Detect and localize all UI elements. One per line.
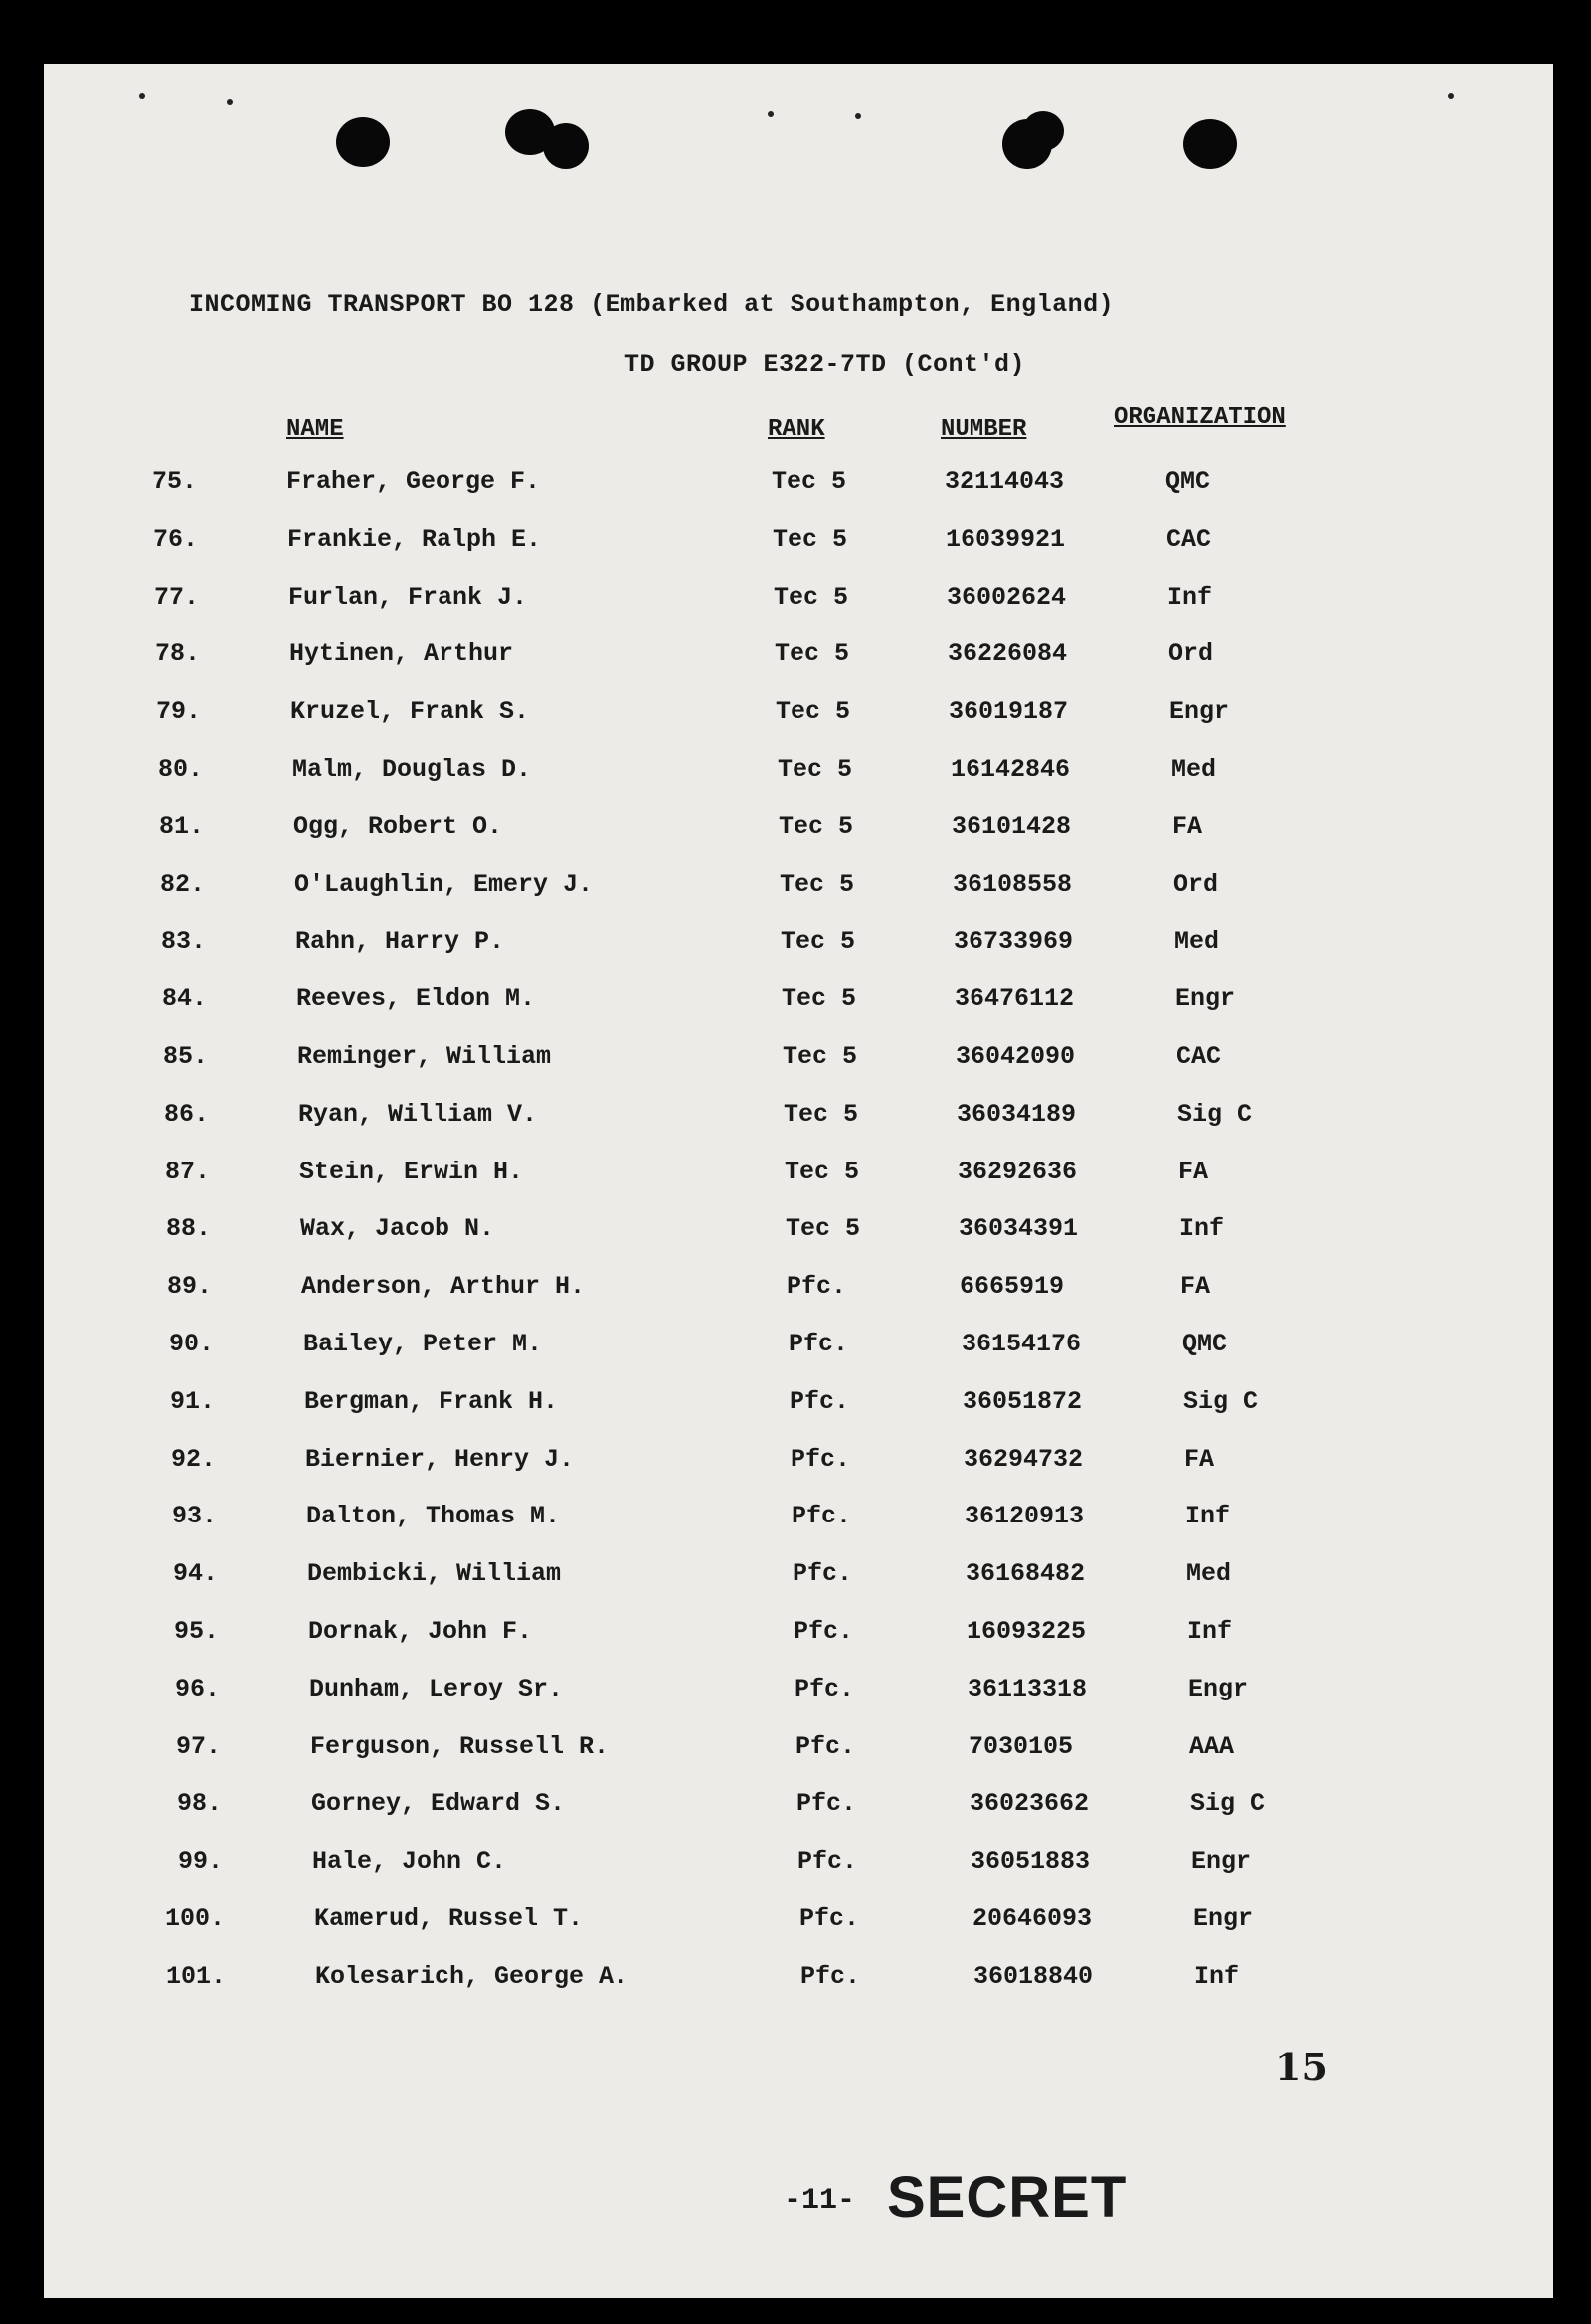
soldier-rank: Pfc. (792, 1502, 852, 1530)
serial-number: 36108558 (953, 870, 1073, 899)
speck (227, 99, 233, 105)
punch-hole (1022, 111, 1064, 151)
serial-number: 36292636 (958, 1158, 1078, 1186)
organization: Med (1186, 1559, 1232, 1588)
table-row (0, 1617, 1591, 1657)
table-row (0, 870, 1591, 910)
soldier-rank: Tec 5 (779, 812, 854, 841)
column-header-name: NAME (286, 416, 344, 443)
soldier-rank: Pfc. (796, 1732, 856, 1761)
soldier-rank: Pfc. (799, 1904, 860, 1933)
organization: Sig C (1183, 1387, 1259, 1416)
page-number: 15 (1275, 2045, 1327, 2089)
row-number: 95. (173, 1617, 219, 1646)
soldier-rank: Pfc. (796, 1789, 857, 1818)
serial-number: 36018840 (973, 1962, 1094, 1991)
soldier-name: Gorney, Edward S. (311, 1789, 566, 1818)
organization: FA (1178, 1158, 1209, 1186)
table-row (0, 1904, 1591, 1944)
table-row (0, 1559, 1591, 1599)
organization: Engr (1193, 1904, 1254, 1933)
soldier-name: Stein, Erwin H. (299, 1158, 524, 1186)
row-number: 87. (164, 1158, 210, 1186)
soldier-name: Dembicki, William (307, 1559, 562, 1588)
table-row (0, 812, 1591, 852)
row-number: 83. (160, 927, 206, 956)
table-row (0, 1100, 1591, 1140)
soldier-rank: Pfc. (800, 1962, 861, 1991)
organization: QMC (1165, 467, 1211, 496)
soldier-rank: Pfc. (794, 1617, 854, 1646)
serial-number: 36034391 (959, 1214, 1079, 1243)
row-number: 101. (165, 1962, 226, 1991)
table-row (0, 1272, 1591, 1312)
row-number: 94. (172, 1559, 218, 1588)
soldier-rank: Tec 5 (775, 639, 850, 668)
organization: Inf (1179, 1214, 1225, 1243)
organization: Ord (1168, 639, 1214, 668)
serial-number: 16142846 (951, 755, 1071, 784)
column-header-organization: ORGANIZATION (1114, 404, 1286, 431)
row-number: 79. (155, 697, 201, 726)
soldier-name: Ogg, Robert O. (293, 812, 503, 841)
serial-number: 16093225 (967, 1617, 1087, 1646)
organization: AAA (1189, 1732, 1235, 1761)
table-row (0, 927, 1591, 967)
organization: CAC (1166, 525, 1212, 554)
soldier-name: Reminger, William (297, 1042, 552, 1071)
group-heading: TD GROUP E322-7TD (Cont'd) (624, 350, 1026, 379)
footer-page-number: -11- (784, 2184, 856, 2218)
serial-number: 20646093 (972, 1904, 1093, 1933)
serial-number: 32114043 (945, 467, 1065, 496)
soldier-rank: Pfc. (789, 1330, 849, 1358)
soldier-rank: Tec 5 (785, 1158, 860, 1186)
serial-number: 36226084 (948, 639, 1068, 668)
table-row (0, 1732, 1591, 1772)
serial-number: 36154176 (962, 1330, 1082, 1358)
table-row (0, 639, 1591, 679)
table-row (0, 1962, 1591, 2002)
serial-number: 36019187 (949, 697, 1069, 726)
soldier-rank: Tec 5 (786, 1214, 861, 1243)
table-row (0, 525, 1591, 565)
soldier-rank: Tec 5 (773, 525, 848, 554)
punch-hole (543, 123, 589, 169)
row-number: 97. (175, 1732, 221, 1761)
soldier-name: Dalton, Thomas M. (306, 1502, 561, 1530)
row-number: 78. (154, 639, 200, 668)
soldier-rank: Pfc. (795, 1675, 855, 1703)
soldier-name: Hale, John C. (312, 1847, 507, 1876)
serial-number: 36023662 (970, 1789, 1090, 1818)
serial-number: 36476112 (955, 984, 1075, 1013)
soldier-rank: Tec 5 (772, 467, 847, 496)
soldier-name: Fraher, George F. (286, 467, 541, 496)
speck (768, 111, 774, 117)
row-number: 93. (171, 1502, 217, 1530)
table-row (0, 984, 1591, 1024)
organization: FA (1184, 1445, 1215, 1474)
organization: Sig C (1177, 1100, 1253, 1129)
serial-number: 36168482 (966, 1559, 1086, 1588)
serial-number: 6665919 (960, 1272, 1065, 1301)
table-row (0, 1158, 1591, 1197)
table-row (0, 1214, 1591, 1254)
soldier-name: Ferguson, Russell R. (310, 1732, 610, 1761)
soldier-rank: Tec 5 (783, 1042, 858, 1071)
soldier-name: Hytinen, Arthur (289, 639, 514, 668)
row-number: 96. (174, 1675, 220, 1703)
serial-number: 36051883 (971, 1847, 1091, 1876)
row-number: 75. (151, 467, 197, 496)
soldier-name: Kamerud, Russel T. (314, 1904, 584, 1933)
table-row (0, 1675, 1591, 1714)
column-header-rank: RANK (768, 416, 825, 443)
row-number: 90. (168, 1330, 214, 1358)
organization: Engr (1175, 984, 1236, 1013)
soldier-name: Kolesarich, George A. (315, 1962, 629, 1991)
soldier-name: Dunham, Leroy Sr. (309, 1675, 564, 1703)
row-number: 89. (166, 1272, 212, 1301)
serial-number: 36113318 (968, 1675, 1088, 1703)
classification-stamp: SECRET (887, 2165, 1128, 2230)
table-row (0, 467, 1591, 507)
serial-number: 36294732 (964, 1445, 1084, 1474)
soldier-name: Dornak, John F. (308, 1617, 533, 1646)
table-row (0, 1330, 1591, 1369)
row-number: 86. (163, 1100, 209, 1129)
table-row (0, 1789, 1591, 1829)
row-number: 81. (158, 812, 204, 841)
soldier-rank: Tec 5 (781, 927, 856, 956)
speck (139, 93, 145, 99)
soldier-rank: Tec 5 (774, 583, 849, 612)
soldier-name: Wax, Jacob N. (300, 1214, 495, 1243)
soldier-rank: Pfc. (793, 1559, 853, 1588)
serial-number: 36120913 (965, 1502, 1085, 1530)
serial-number: 36101428 (952, 812, 1072, 841)
soldier-rank: Tec 5 (784, 1100, 859, 1129)
organization: FA (1180, 1272, 1211, 1301)
speck (855, 113, 861, 119)
organization: Engr (1169, 697, 1230, 726)
serial-number: 16039921 (946, 525, 1066, 554)
soldier-rank: Tec 5 (780, 870, 855, 899)
row-number: 92. (170, 1445, 216, 1474)
organization: Inf (1185, 1502, 1231, 1530)
transport-heading: INCOMING TRANSPORT BO 128 (Embarked at Southampton, England) (189, 290, 1115, 319)
soldier-name: Furlan, Frank J. (288, 583, 528, 612)
soldier-rank: Tec 5 (778, 755, 853, 784)
row-number: 88. (165, 1214, 211, 1243)
soldier-name: O'Laughlin, Emery J. (294, 870, 594, 899)
table-row (0, 1847, 1591, 1886)
soldier-name: Bergman, Frank H. (304, 1387, 559, 1416)
row-number: 84. (161, 984, 207, 1013)
organization: Engr (1191, 1847, 1252, 1876)
organization: CAC (1176, 1042, 1222, 1071)
serial-number: 36733969 (954, 927, 1074, 956)
soldier-rank: Pfc. (791, 1445, 851, 1474)
punch-hole (336, 117, 390, 167)
soldier-name: Anderson, Arthur H. (301, 1272, 586, 1301)
serial-number: 36051872 (963, 1387, 1083, 1416)
table-row (0, 1387, 1591, 1427)
table-row (0, 1445, 1591, 1485)
organization: Inf (1194, 1962, 1240, 1991)
organization: Engr (1188, 1675, 1249, 1703)
soldier-rank: Pfc. (787, 1272, 847, 1301)
organization: Ord (1173, 870, 1219, 899)
punch-hole (1183, 119, 1237, 169)
row-number: 91. (169, 1387, 215, 1416)
serial-number: 36042090 (956, 1042, 1076, 1071)
organization: Inf (1167, 583, 1213, 612)
organization: Med (1174, 927, 1220, 956)
organization: Sig C (1190, 1789, 1266, 1818)
table-row (0, 583, 1591, 623)
table-row (0, 755, 1591, 795)
soldier-name: Kruzel, Frank S. (290, 697, 530, 726)
soldier-rank: Pfc. (797, 1847, 858, 1876)
organization: FA (1172, 812, 1203, 841)
row-number: 98. (176, 1789, 222, 1818)
organization: Inf (1187, 1617, 1233, 1646)
row-number: 99. (177, 1847, 223, 1876)
row-number: 85. (162, 1042, 208, 1071)
soldier-name: Ryan, William V. (298, 1100, 538, 1129)
soldier-name: Reeves, Eldon M. (296, 984, 536, 1013)
column-header-number: NUMBER (941, 416, 1027, 443)
row-number: 82. (159, 870, 205, 899)
soldier-name: Rahn, Harry P. (295, 927, 505, 956)
table-row (0, 697, 1591, 737)
soldier-name: Biernier, Henry J. (305, 1445, 575, 1474)
row-number: 77. (153, 583, 199, 612)
soldier-name: Malm, Douglas D. (292, 755, 532, 784)
soldier-rank: Tec 5 (782, 984, 857, 1013)
soldier-name: Bailey, Peter M. (303, 1330, 543, 1358)
table-row (0, 1502, 1591, 1541)
soldier-rank: Tec 5 (776, 697, 851, 726)
serial-number: 36034189 (957, 1100, 1077, 1129)
row-number: 76. (152, 525, 198, 554)
organization: Med (1171, 755, 1217, 784)
serial-number: 36002624 (947, 583, 1067, 612)
table-row (0, 1042, 1591, 1082)
serial-number: 7030105 (969, 1732, 1074, 1761)
soldier-rank: Pfc. (790, 1387, 850, 1416)
speck (1448, 93, 1454, 99)
row-number: 100. (164, 1904, 225, 1933)
soldier-name: Frankie, Ralph E. (287, 525, 542, 554)
organization: QMC (1182, 1330, 1228, 1358)
row-number: 80. (157, 755, 203, 784)
